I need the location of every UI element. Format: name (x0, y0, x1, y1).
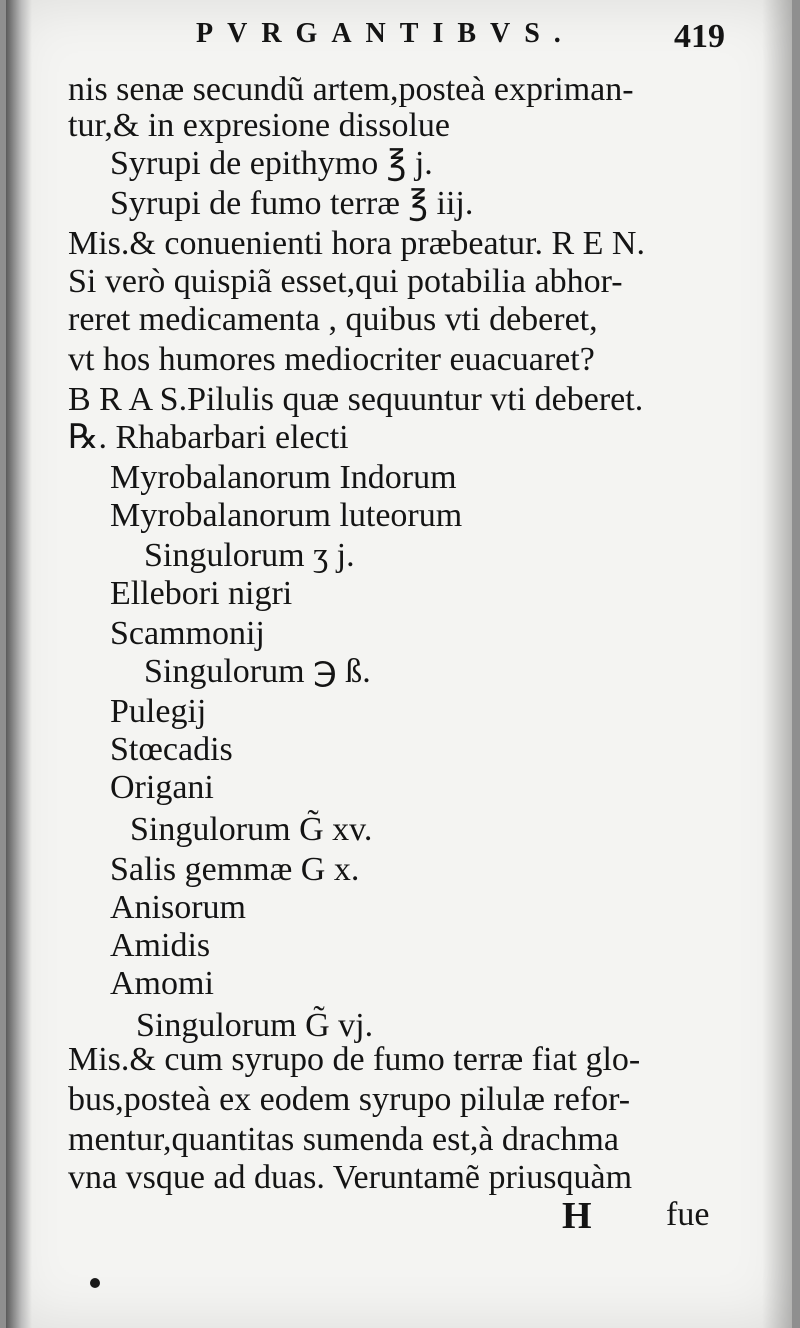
text-line: Singulorum G̃ xv. (130, 811, 373, 848)
text-line: Pulegij (110, 693, 207, 730)
text-line: Myrobalanorum Indorum (110, 459, 457, 496)
text-line: Amidis (110, 927, 211, 964)
book-page (6, 0, 792, 1328)
ink-spot (90, 1278, 100, 1288)
text-line: Ellebori nigri (110, 575, 293, 612)
text-line: Si verò quispiã esset,qui potabilia abhor- (68, 263, 623, 300)
text-line: tur,& in expresione dissolue (68, 107, 451, 144)
text-line: reret medicamenta , quibus vti deberet, (68, 301, 598, 338)
text-line: vt hos humores mediocriter euacuaret? (68, 341, 595, 378)
text-line: B R A S.Pilulis quæ sequuntur vti deberet. (68, 381, 644, 418)
text-line: ℞. Rhabarbari electi (68, 419, 349, 456)
text-line: Scammonij (110, 615, 265, 652)
text-line: Singulorum ʒ j. (144, 537, 355, 574)
signature-mark: H (562, 1195, 592, 1237)
text-line: nis senæ secundũ artem,posteà expriman- (68, 71, 634, 108)
text-line: Mis.& conuenienti hora præbeatur. R E N. (68, 225, 645, 262)
text-line: Myrobalanorum luteorum (110, 497, 463, 534)
text-line: vna vsque ad duas. Veruntamẽ priusquàm (68, 1159, 633, 1196)
text-line: Mis.& cum syrupo de fumo terræ fiat glo- (68, 1041, 641, 1078)
text-line: Stœcadis (110, 731, 233, 768)
text-line: Singulorum G̃ vj. (136, 1007, 374, 1044)
text-line: Syrupi de epithymo ℥ j. (110, 145, 433, 182)
text-line: Singulorum ℈ ß. (144, 653, 371, 690)
text-line: bus,posteà ex eodem syrupo pilulæ refor- (68, 1081, 631, 1118)
page-gutter-shadow (6, 0, 32, 1328)
text-line: Syrupi de fumo terræ ℥ iij. (110, 185, 474, 222)
catchword: fue (666, 1196, 710, 1233)
page-edge-shadow (762, 0, 792, 1328)
page-number: 419 (674, 18, 725, 55)
text-line: Amomi (110, 965, 214, 1002)
text-line: mentur,quantitas sumenda est,à drachma (68, 1121, 619, 1158)
text-line: Origani (110, 769, 214, 806)
text-line: Salis gemmæ G x. (110, 851, 360, 888)
running-head: PVRGANTIBVS. (196, 18, 575, 49)
text-line: Anisorum (110, 889, 246, 926)
